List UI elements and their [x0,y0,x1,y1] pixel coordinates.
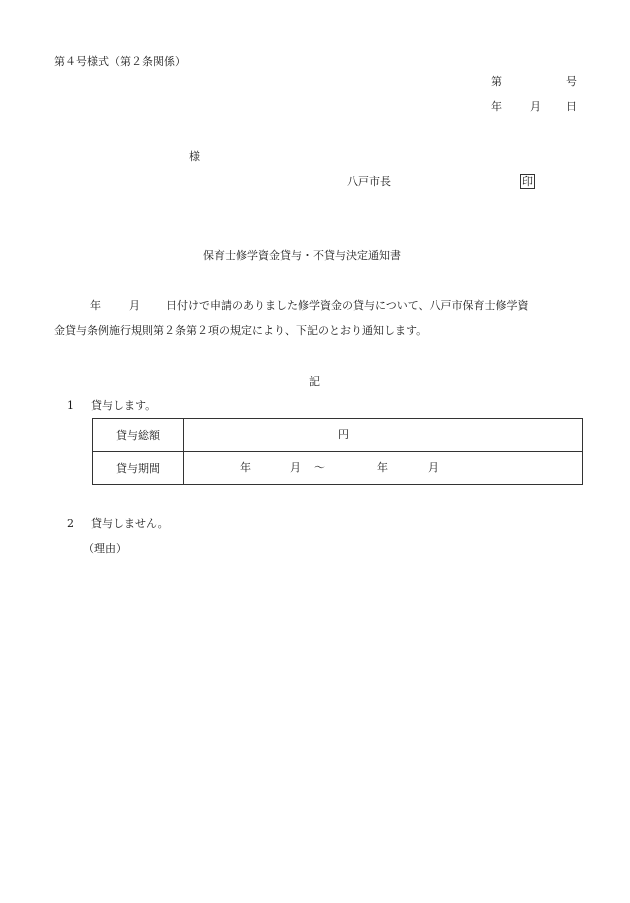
table-row-total [93,419,583,452]
seal-mark [520,174,535,189]
total-amount-cell [184,419,583,452]
item2-number: 2 [67,517,74,530]
loan-table [92,418,583,485]
document-title: 保育士修学資金貸与・不貸与決定通知書 [203,249,401,262]
ki-heading: 記 [309,375,320,388]
period-to-year: 年 [377,461,388,474]
table-row-period [93,452,583,485]
body-line-1 [54,294,584,319]
body-line1-text: 日付けで申請のありました修学資金の貸与について、八戸市保育士修学資 [166,299,529,312]
loan-period-label: 貸与期間 [93,452,184,485]
period-tilde: ～ [314,461,325,474]
seal-mark-text: 印 [522,175,533,188]
issuer: 八戸市長 [347,175,391,188]
body-line2-text: 金貸与条例施行規則第２条第２項の規定により、下記のとおり通知します。 [54,324,428,337]
body-line-2 [54,319,584,344]
period-from-year: 年 [240,461,251,474]
date-day: 日 [566,100,577,113]
body-paragraph [54,294,584,344]
item2-text: 貸与しません。 [91,517,169,530]
doc-number-prefix: 第 [491,75,502,88]
total-amount-label: 貸与総額 [93,419,184,452]
body-month: 月 [129,299,140,312]
period-from-month: 月 [290,461,301,474]
loan-period-cell [184,452,583,485]
date-year: 年 [491,100,502,113]
period-to-month: 月 [428,461,439,474]
reason-label: （理由） [83,542,127,555]
item1-text: 貸与します。 [91,399,157,412]
form-number: 第４号様式（第２条関係） [54,55,186,68]
yen-unit: 円 [338,428,349,441]
body-year: 年 [90,299,101,312]
date-month: 月 [530,100,541,113]
doc-number-suffix: 号 [566,75,577,88]
addressee-suffix: 様 [189,150,200,163]
item1-number: 1 [67,399,74,412]
